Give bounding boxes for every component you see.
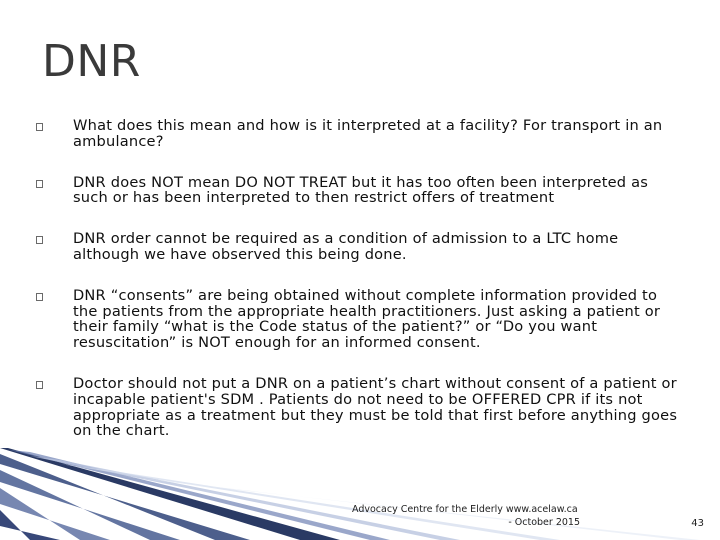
footer-credit-line2: - October 2015 [508,517,580,528]
bullet-text: DNR does NOT mean DO NOT TREAT but it has too often been interpreted as such or has been interpreted to then restrict offers of treatment [73,173,649,207]
bullet-item [36,288,686,351]
bullet-item [36,376,686,439]
square-bullet-icon [36,236,43,244]
square-bullet-icon [36,293,43,301]
slide-number: 43 [691,518,704,529]
bullet-text: Doctor should not put a DNR on a patient’s chart without consent of a patient or incapable patient's SDM . Patients do not need to be OFFERED CPR if its not appropriate as a treatment but they must be told that first before anything goes on the chart. [73,374,678,440]
footer-credit-line1: Advocacy Centre for the Elderly www.acelaw.ca [352,504,578,515]
bullet-item [36,175,686,207]
bullet-item [36,231,686,263]
bullet-text: DNR “consents” are being obtained without complete information provided to the patients from the appropriate health practitioners. Just asking a patient or their family “what is the Code status of the patient?” or “Do you want resuscitation” is NOT enough for an informed consent. [73,286,661,352]
slide-title: DNR [42,36,141,87]
square-bullet-icon [36,123,43,131]
bullet-text: What does this mean and how is it interpreted at a facility? For transport in an ambulance? [73,117,663,150]
bullet-item [36,118,686,150]
square-bullet-icon [36,381,43,389]
bullet-list [36,118,686,439]
footer-credit [352,503,582,529]
square-bullet-icon [36,180,43,188]
bullet-text: DNR order cannot be required as a condition of admission to a LTC home although we have observed this being done. [73,230,619,263]
